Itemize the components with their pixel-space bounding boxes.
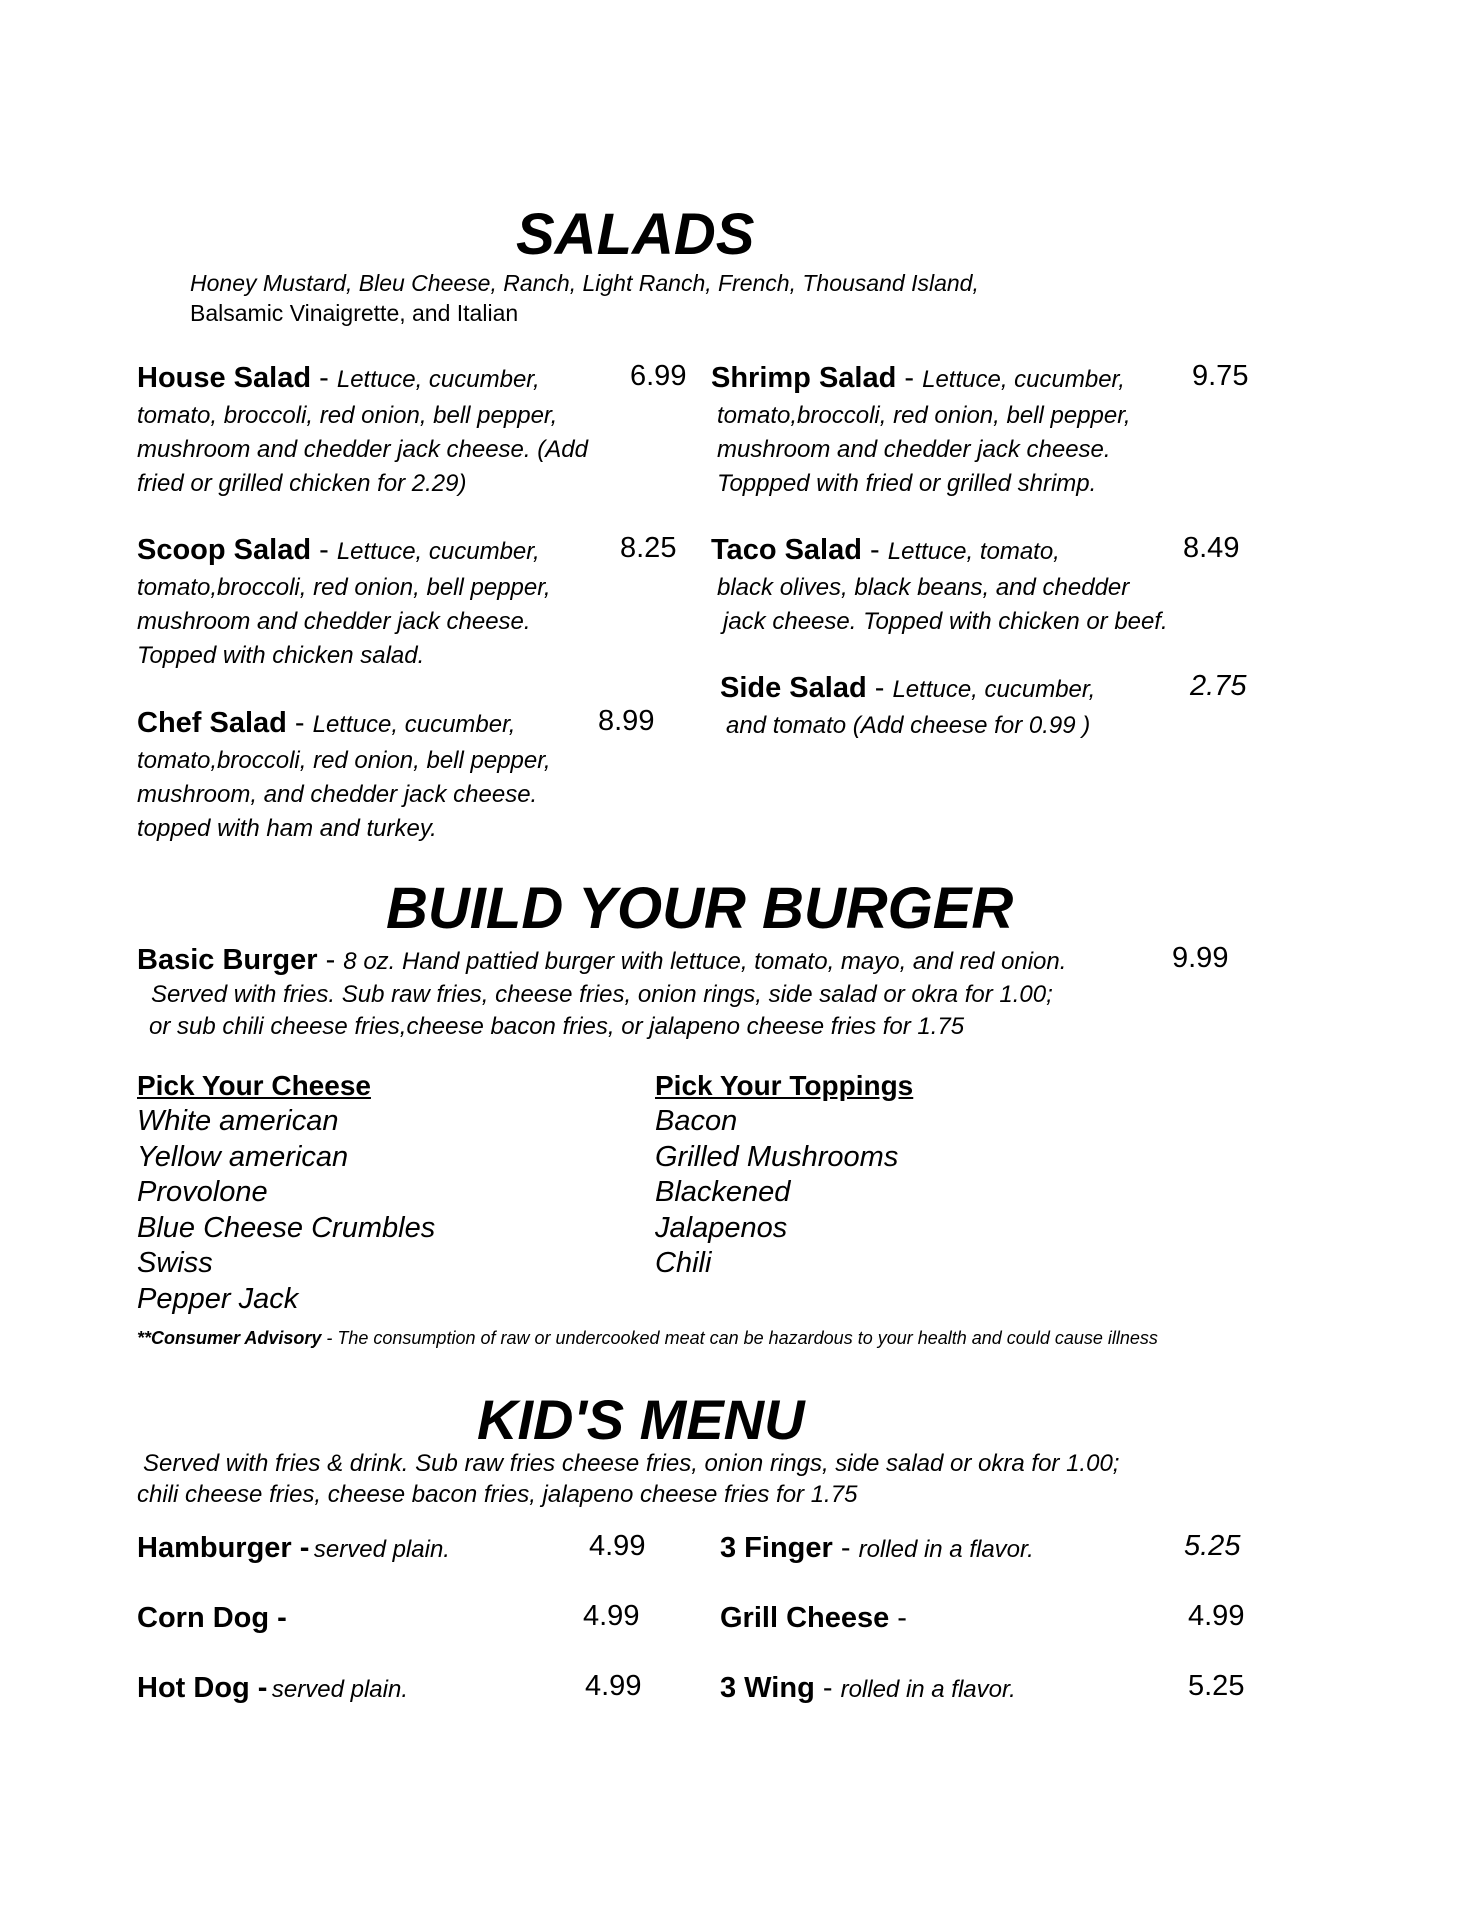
- side-salad: [720, 670, 1095, 743]
- cheese-option: White american: [137, 1105, 339, 1137]
- separator: -: [814, 1672, 841, 1704]
- chef-salad-name: Chef Salad: [137, 707, 287, 739]
- taco-salad-desc: jack cheese. Topped with chicken or beef.: [723, 608, 1168, 635]
- kids-item-price: 4.99: [1188, 1600, 1245, 1632]
- taco-salad-desc: Lettuce, tomato,: [887, 538, 1060, 565]
- chef-salad-desc: Lettuce, cucumber,: [312, 711, 516, 738]
- separator: -: [889, 1602, 907, 1634]
- scoop-salad-price: 8.25: [620, 532, 677, 564]
- separator: -: [311, 534, 337, 566]
- taco-salad-name: Taco Salad: [711, 534, 862, 566]
- side-salad-desc: Lettuce, cucumber,: [892, 676, 1096, 703]
- separator: -: [286, 707, 313, 739]
- kids-note: chili cheese fries, cheese bacon fries, jalapeno cheese fries for 1.75: [137, 1481, 858, 1508]
- advisory-text: - The consumption of raw or undercooked meat can be hazardous to your health and could cause illness: [321, 1328, 1158, 1348]
- house-salad-desc: Lettuce, cucumber,: [336, 366, 540, 393]
- chef-salad: [137, 705, 551, 846]
- separator: -: [832, 1532, 859, 1564]
- kids-item-name: Grill Cheese: [720, 1602, 890, 1634]
- kids-item-name: Hot Dog -: [137, 1672, 268, 1704]
- separator: -: [896, 362, 923, 394]
- taco-salad-desc: black olives, black beans, and chedder: [717, 574, 1130, 601]
- shrimp-salad-desc: Toppped with fried or grilled shrimp.: [717, 470, 1097, 497]
- cheese-option: Blue Cheese Crumbles: [137, 1211, 436, 1244]
- kids-item-price: 5.25: [1184, 1530, 1241, 1562]
- taco-salad-price: 8.49: [1183, 532, 1240, 564]
- scoop-salad: [137, 532, 551, 673]
- house-salad-desc: tomato, broccoli, red onion, bell pepper,: [137, 402, 558, 429]
- advisory-label: **Consumer Advisory: [137, 1328, 322, 1348]
- kids-note: Served with fries & drink. Sub raw fries cheese fries, onion rings, side salad or okra for 1.00;: [143, 1450, 1120, 1477]
- basic-burger-name: Basic Burger: [137, 944, 318, 976]
- basic-burger-desc: 8 oz. Hand pattied burger with lettuce, tomato, mayo, and red onion.: [343, 948, 1067, 975]
- dressing-list: [190, 268, 979, 328]
- separator: -: [861, 534, 888, 566]
- kids-item-corn-dog: [137, 1600, 287, 1641]
- scoop-salad-desc: Lettuce, cucumber,: [336, 538, 540, 565]
- salads-title: SALADS: [516, 202, 755, 267]
- chef-salad-desc: tomato,broccoli, red onion, bell pepper,: [137, 747, 551, 774]
- toppings-heading: Pick Your Toppings: [655, 1070, 914, 1101]
- scoop-salad-name: Scoop Salad: [137, 534, 312, 566]
- chef-salad-price: 8.99: [598, 705, 655, 737]
- basic-burger: [137, 942, 1066, 1043]
- taco-salad: [711, 532, 1168, 639]
- topping-option: Jalapenos: [655, 1211, 788, 1244]
- basic-burger-desc: or sub chili cheese fries,cheese bacon fries, or jalapeno cheese fries for 1.75: [149, 1013, 965, 1040]
- house-salad-desc: mushroom and chedder jack cheese. (Add: [137, 436, 588, 463]
- basic-burger-price: 9.99: [1172, 942, 1229, 974]
- separator: -: [311, 362, 337, 394]
- dressing-line: Honey Mustard, Bleu Cheese, Ranch, Light Ranch, French, Thousand Island,: [190, 270, 979, 296]
- topping-option: Bacon: [655, 1105, 738, 1137]
- cheese-option: Provolone: [137, 1176, 268, 1208]
- kids-item-3-wing: [720, 1670, 1016, 1711]
- topping-option: Chili: [655, 1247, 712, 1279]
- cheese-option: Pepper Jack: [137, 1282, 299, 1315]
- burger-title: BUILD YOUR BURGER: [386, 876, 1014, 941]
- kids-item-name: 3 Finger: [720, 1532, 833, 1564]
- side-salad-price: 2.75: [1190, 670, 1247, 702]
- side-salad-name: Side Salad: [720, 672, 867, 704]
- house-salad-desc: fried or grilled chicken for 2.29): [137, 470, 467, 497]
- kids-title: KID'S MENU: [477, 1388, 805, 1451]
- kids-item-3-finger: [720, 1530, 1034, 1571]
- house-salad: [137, 360, 588, 501]
- cheese-list: [137, 1068, 435, 1317]
- kids-item-hot-dog: [137, 1670, 408, 1711]
- shrimp-salad-desc: tomato,broccoli, red onion, bell pepper,: [717, 402, 1131, 429]
- dressing-line: Balsamic Vinaigrette, and Italian: [190, 300, 519, 326]
- kids-item-hamburger: [137, 1530, 450, 1571]
- shrimp-salad: [711, 360, 1131, 501]
- separator: -: [866, 672, 893, 704]
- toppings-list: [655, 1068, 913, 1282]
- topping-option: Blackened: [655, 1176, 791, 1208]
- house-salad-price: 6.99: [630, 360, 687, 392]
- topping-option: Grilled Mushrooms: [655, 1140, 899, 1173]
- consumer-advisory: [137, 1328, 1158, 1349]
- shrimp-salad-name: Shrimp Salad: [711, 362, 897, 394]
- kids-item-grill-cheese: [720, 1600, 907, 1641]
- kids-item-price: 4.99: [589, 1530, 646, 1562]
- kids-item-name: Corn Dog -: [137, 1602, 287, 1634]
- shrimp-salad-price: 9.75: [1192, 360, 1249, 392]
- chef-salad-desc: topped with ham and turkey.: [137, 815, 437, 842]
- kids-item-desc: rolled in a flavor.: [840, 1676, 1016, 1703]
- kids-item-price: 5.25: [1188, 1670, 1245, 1702]
- scoop-salad-desc: Topped with chicken salad.: [137, 642, 425, 669]
- basic-burger-desc: Served with fries. Sub raw fries, cheese fries, onion rings, side salad or okra for 1.00;: [151, 981, 1053, 1008]
- separator: -: [317, 944, 344, 976]
- side-salad-desc: and tomato (Add cheese for 0.99 ): [726, 712, 1091, 739]
- kids-notes: [137, 1448, 1119, 1510]
- house-salad-name: House Salad: [137, 362, 312, 394]
- kids-item-desc: rolled in a flavor.: [858, 1536, 1034, 1563]
- cheese-option: Swiss: [137, 1247, 213, 1279]
- cheese-option: Yellow american: [137, 1140, 349, 1173]
- cheese-heading: Pick Your Cheese: [137, 1070, 371, 1101]
- kids-item-name: 3 Wing: [720, 1672, 815, 1704]
- kids-item-name: Hamburger -: [137, 1532, 310, 1564]
- shrimp-salad-desc: mushroom and chedder jack cheese.: [717, 436, 1111, 463]
- scoop-salad-desc: mushroom and chedder jack cheese.: [137, 608, 531, 635]
- scoop-salad-desc: tomato,broccoli, red onion, bell pepper,: [137, 574, 551, 601]
- shrimp-salad-desc: Lettuce, cucumber,: [922, 366, 1125, 393]
- kids-item-desc: served plain.: [271, 1676, 408, 1703]
- kids-item-price: 4.99: [583, 1600, 640, 1632]
- kids-item-price: 4.99: [585, 1670, 642, 1702]
- chef-salad-desc: mushroom, and chedder jack cheese.: [137, 781, 538, 808]
- kids-item-desc: served plain.: [313, 1536, 450, 1563]
